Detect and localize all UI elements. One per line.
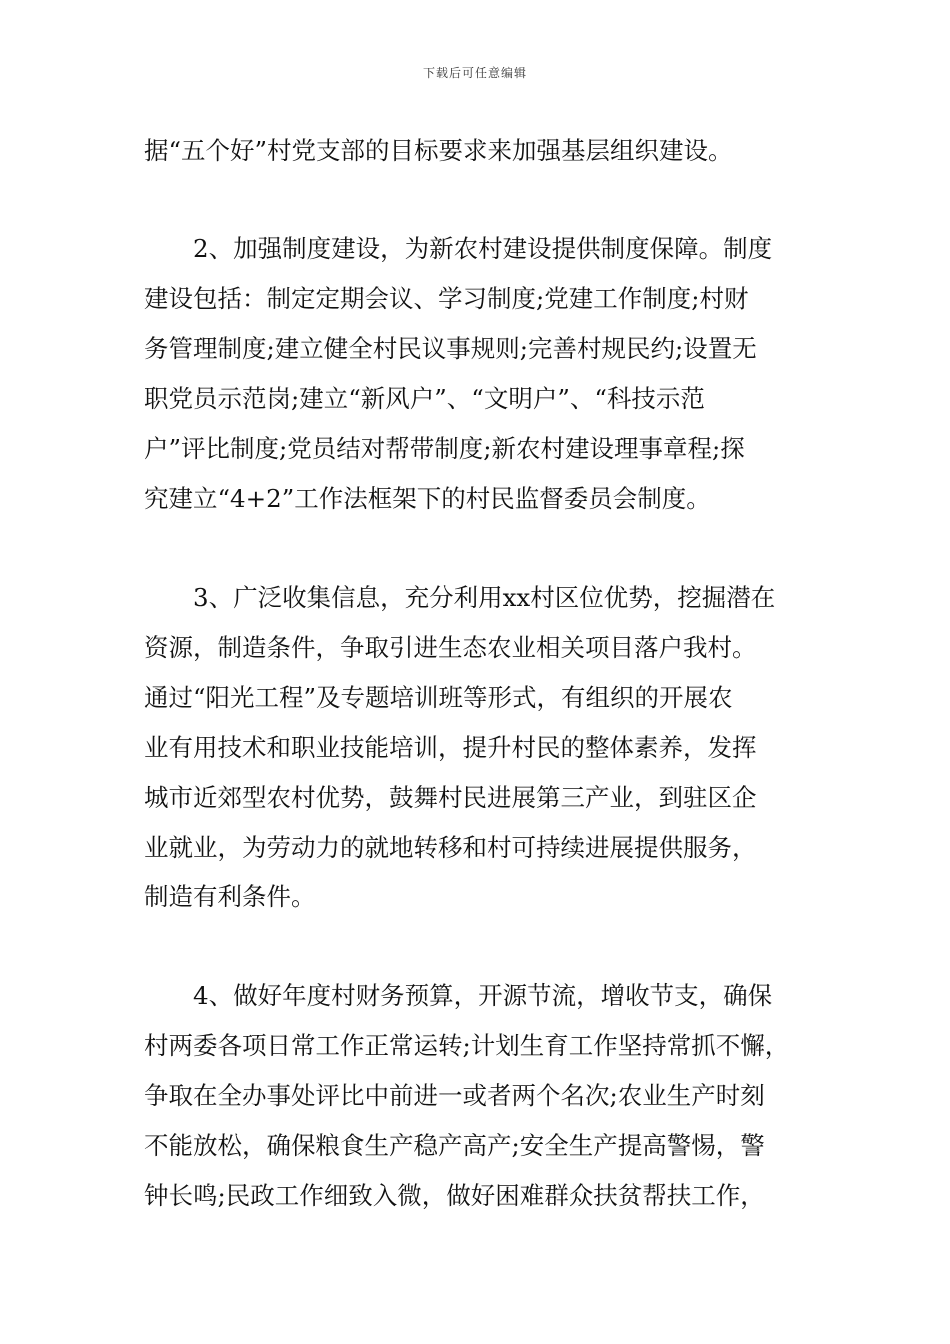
text-line: 务管理制度;建立健全村民议事规则;完善村规民约;设置无 (144, 334, 757, 363)
text-line: 争取在全办事处评比中前进一或者两个名次;农业生产时刻 (144, 1081, 765, 1110)
text-line: 制造有利条件。 (144, 882, 316, 911)
text-line: 业有用技术和职业技能培训，提升村民的整体素养，发挥 (144, 733, 757, 762)
text-line: 资源，制造条件，争取引进生态农业相关项目落户我村。 (144, 633, 757, 662)
text-line: 城市近郊型农村优势，鼓舞村民进展第三产业，到驻区企 (144, 783, 757, 812)
text-line: 户”评比制度;党员结对帮带制度;新农村建设理事章程;探 (144, 434, 745, 463)
text-line: 3、广泛收集信息，充分利用xx村区位优势，挖掘潜在 (144, 583, 776, 612)
text-line: 不能放松，确保粮食生产稳产高产;安全生产提高警惕，警 (144, 1131, 765, 1160)
text-line: 村两委各项日常工作正常运转;计划生育工作坚持常抓不懈， (144, 1031, 790, 1060)
text-line: 究建立“4+2”工作法框架下的村民监督委员会制度。 (144, 484, 711, 513)
text-line: 据“五个好”村党支部的目标要求来加强基层组织建设。 (144, 136, 733, 165)
page-header-note: 下载后可任意编辑 (422, 66, 527, 80)
text-line: 2、加强制度建设，为新农村建设提供制度保障。制度 (144, 234, 773, 263)
text-line: 通过“阳光工程”及专题培训班等形式，有组织的开展农 (144, 683, 733, 712)
text-line: 建设包括：制定定期会议、学习制度;党建工作制度;村财 (144, 284, 749, 313)
text-line: 职党员示范岗;建立“新风户”、“文明户”、“科技示范 (144, 384, 705, 413)
text-line: 钟长鸣;民政工作细致入微，做好困难群众扶贫帮扶工作， (144, 1181, 765, 1210)
text-line: 业就业，为劳动力的就地转移和村可持续进展提供服务， (144, 833, 757, 862)
text-line: 4、做好年度村财务预算，开源节流，增收节支，确保 (144, 981, 773, 1010)
